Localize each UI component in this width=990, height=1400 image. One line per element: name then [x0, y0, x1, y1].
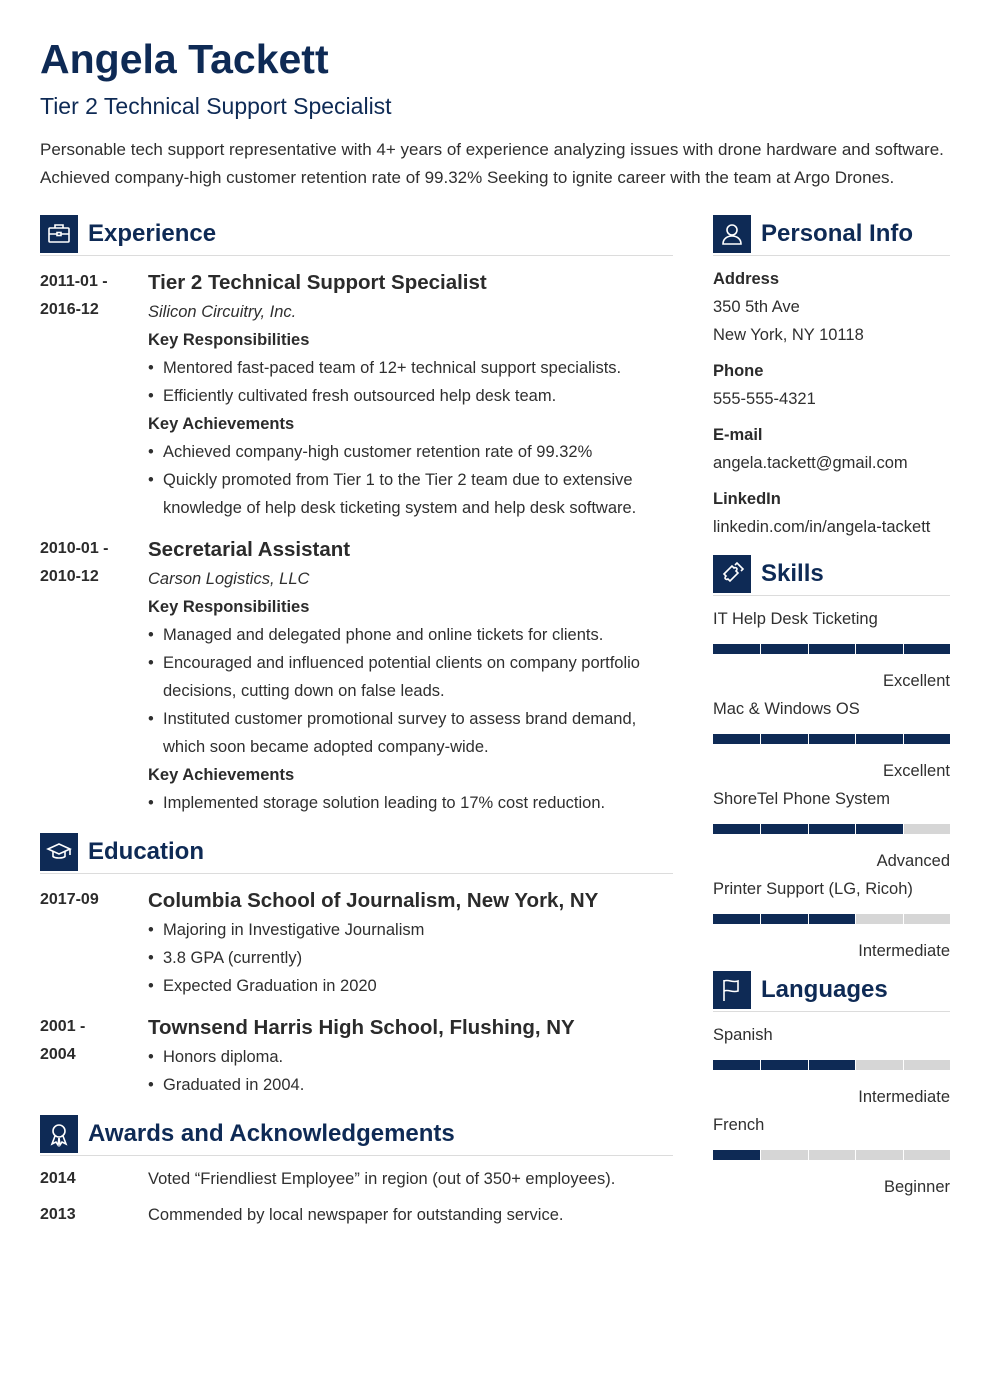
school-name: Townsend Harris High School, Flushing, NY: [148, 1016, 575, 1039]
list-item: • Efficiently cultivated fresh outsourced help desk team.: [148, 382, 673, 410]
phone-value: 555-555-4321: [713, 390, 816, 408]
date-end: 2010-12: [40, 568, 99, 585]
responsibilities-list: [148, 354, 673, 410]
bar-divider: [760, 1060, 761, 1070]
job-title: Secretarial Assistant: [148, 538, 351, 561]
bar-divider: [808, 1150, 809, 1160]
user-icon: [713, 215, 751, 253]
summary: Personable tech support representative with 4+ years of experience analyzing issues with drone hardware and software. Achieved company-high customer retention rate of 99.32% Seeking to ignite career with the team at Argo Drones.: [40, 140, 944, 187]
list-item: • Mentored fast-paced team of 12+ technical support specialists.: [148, 354, 673, 382]
skills-title: Skills: [761, 559, 824, 587]
entry-date: [40, 535, 140, 591]
list-item: • Expected Graduation in 2020: [148, 972, 673, 1000]
linkedin-value: linkedin.com/in/angela-tackett: [713, 518, 931, 536]
languages-title: Languages: [761, 975, 888, 1003]
bar-divider: [855, 734, 856, 744]
list-item: • Managed and delegated phone and online tickets for clients.: [148, 621, 673, 649]
skills-header: [713, 552, 950, 596]
entry-date: [40, 886, 140, 914]
language-name: French: [713, 1116, 765, 1134]
skill-level: Excellent: [883, 672, 950, 690]
graduation-cap-icon: [40, 833, 78, 871]
experience-entry: [40, 268, 673, 522]
personal-info-header: [713, 212, 950, 256]
bar-divider: [855, 914, 856, 924]
experience-header: [40, 212, 673, 256]
bar-divider: [808, 734, 809, 744]
experience-entry: [40, 535, 673, 817]
list-item: • Instituted customer promotional survey to assess brand demand, which soon became adopted company-wide.: [148, 705, 673, 761]
awards-title: Awards and Acknowledgements: [88, 1119, 455, 1147]
skill-item: [713, 878, 950, 962]
date-end: 2016-12: [40, 301, 99, 318]
date-start: 2017-09: [40, 891, 99, 908]
bar-divider: [855, 824, 856, 834]
bar-divider: [903, 734, 904, 744]
achievements-list: [148, 789, 673, 817]
school-name: Columbia School of Journalism, New York, NY: [148, 889, 599, 912]
date-start: 2001 -: [40, 1018, 86, 1035]
candidate-name: Angela Tackett: [40, 36, 329, 82]
education-details: [148, 1043, 673, 1099]
list-item: • Honors diploma.: [148, 1043, 673, 1071]
address-line2: New York, NY 10118: [713, 326, 864, 344]
skill-level: Intermediate: [858, 942, 950, 960]
language-fill: [713, 1150, 760, 1160]
skill-level: Excellent: [883, 762, 950, 780]
languages-header: [713, 968, 950, 1012]
award-entry: [40, 1165, 673, 1193]
skill-item: [713, 788, 950, 872]
list-item: • 3.8 GPA (currently): [148, 944, 673, 972]
bar-divider: [808, 1060, 809, 1070]
email-label: E-mail: [713, 426, 763, 444]
award-ribbon-icon: [40, 1115, 78, 1153]
list-item: • Quickly promoted from Tier 1 to the Tier 2 team due to extensive knowledge of help desk ticketing system and help desk software.: [148, 466, 673, 522]
skill-fill: [713, 644, 950, 654]
list-item: • Achieved company-high customer retention rate of 99.32%: [148, 438, 673, 466]
bar-divider: [903, 644, 904, 654]
personal-info: [713, 265, 950, 541]
skill-item: [713, 698, 950, 782]
company: Carson Logistics, LLC: [148, 570, 310, 588]
award-year: 2014: [40, 1170, 76, 1187]
language-fill: [713, 1060, 855, 1070]
flag-icon: [713, 971, 751, 1009]
bar-divider: [808, 914, 809, 924]
skill-fill: [713, 914, 855, 924]
education-header: [40, 830, 673, 874]
list-item: • Majoring in Investigative Journalism: [148, 916, 673, 944]
education-title: Education: [88, 837, 205, 865]
personal-info-title: Personal Info: [761, 219, 914, 247]
date-end: 2004: [40, 1046, 76, 1063]
bar-divider: [903, 824, 904, 834]
bar-divider: [760, 734, 761, 744]
language-level: Intermediate: [858, 1088, 950, 1106]
skill-bar: [713, 824, 950, 834]
education-entry: [40, 886, 673, 1000]
list-item: • Implemented storage solution leading to 17% cost reduction.: [148, 789, 673, 817]
achievements-label: Key Achievements: [148, 415, 295, 433]
skill-fill: [713, 734, 950, 744]
bar-divider: [760, 824, 761, 834]
bar-divider: [855, 1150, 856, 1160]
puzzle-icon: [713, 555, 751, 593]
language-level: Beginner: [883, 1178, 950, 1196]
entry-date: [40, 268, 140, 324]
skill-item: [713, 608, 950, 692]
education-entry: [40, 1013, 673, 1099]
bar-divider: [808, 824, 809, 834]
bar-divider: [903, 1060, 904, 1070]
responsibilities-list: [148, 621, 673, 761]
bar-divider: [808, 644, 809, 654]
address-label: Address: [713, 270, 780, 288]
language-name: Spanish: [713, 1026, 773, 1044]
experience-title: Experience: [88, 219, 217, 247]
responsibilities-label: Key Responsibilities: [148, 598, 310, 616]
bar-divider: [855, 644, 856, 654]
briefcase-icon: [40, 215, 78, 253]
bar-divider: [760, 1150, 761, 1160]
address-line1: 350 5th Ave: [713, 298, 800, 316]
language-item: [713, 1114, 950, 1198]
skill-bar: [713, 644, 950, 654]
phone-label: Phone: [713, 362, 764, 380]
date-start: 2010-01 -: [40, 540, 109, 557]
bar-divider: [903, 914, 904, 924]
achievements-list: [148, 438, 673, 522]
skill-bar: [713, 914, 950, 924]
language-bar: [713, 1150, 950, 1160]
skill-level: Advanced: [876, 852, 950, 870]
award-year: 2013: [40, 1206, 76, 1223]
award-entry: [40, 1201, 673, 1229]
award-text: Voted “Friendliest Employee” in region (out of 350+ employees).: [148, 1170, 616, 1188]
entry-date: [40, 1013, 140, 1069]
list-item: • Graduated in 2004.: [148, 1071, 673, 1099]
language-item: [713, 1024, 950, 1108]
responsibilities-label: Key Responsibilities: [148, 331, 310, 349]
award-text: Commended by local newspaper for outstanding service.: [148, 1206, 564, 1224]
skill-name: ShoreTel Phone System: [713, 790, 891, 808]
awards-header: [40, 1112, 673, 1156]
candidate-title: Tier 2 Technical Support Specialist: [40, 93, 392, 119]
company: Silicon Circuitry, Inc.: [148, 303, 297, 321]
linkedin-label: LinkedIn: [713, 490, 781, 508]
date-start: 2011-01 -: [40, 273, 108, 290]
skill-bar: [713, 734, 950, 744]
list-item: • Encouraged and influenced potential clients on company portfolio decisions, cutting down on false leads.: [148, 649, 673, 705]
bar-divider: [760, 914, 761, 924]
skill-name: Printer Support (LG, Ricoh): [713, 880, 913, 898]
email-value: angela.tackett@gmail.com: [713, 454, 908, 472]
bar-divider: [760, 644, 761, 654]
bar-divider: [903, 1150, 904, 1160]
job-title: Tier 2 Technical Support Specialist: [148, 271, 487, 294]
bar-divider: [855, 1060, 856, 1070]
education-details: [148, 916, 673, 1000]
skill-name: IT Help Desk Ticketing: [713, 610, 878, 628]
language-bar: [713, 1060, 950, 1070]
achievements-label: Key Achievements: [148, 766, 295, 784]
skill-name: Mac & Windows OS: [713, 700, 860, 718]
